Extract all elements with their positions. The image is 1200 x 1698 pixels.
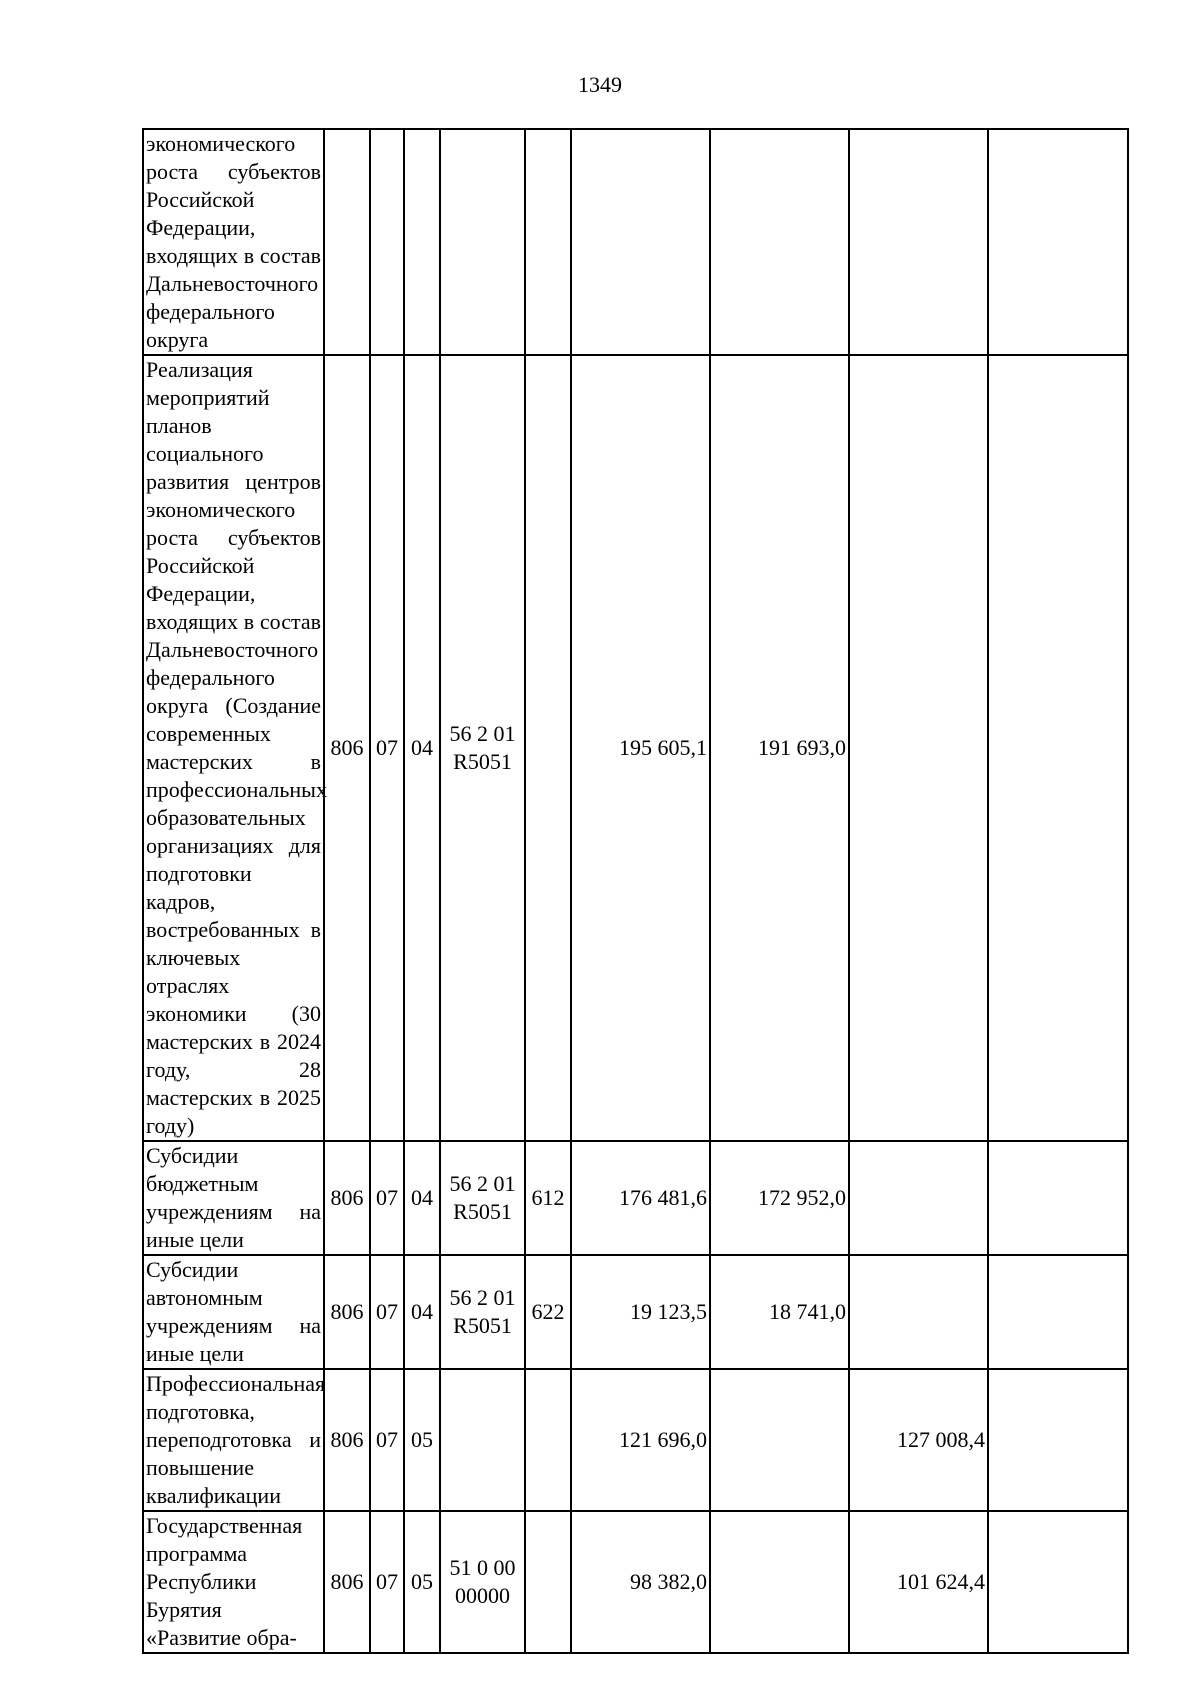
- cell-pr: 05: [404, 1369, 440, 1511]
- cell-sum1: 195 605,1: [571, 355, 710, 1141]
- cell-rz: [370, 129, 404, 355]
- cell-sum3: [849, 129, 988, 355]
- cell-gr: [324, 129, 370, 355]
- row-description: экономического роста субъектов Российской Федерации, входящих в состав Дальневосточного федерального округа: [143, 129, 324, 355]
- cell-program: 56 2 01 R5051: [440, 1255, 525, 1369]
- cell-rz: 07: [370, 1369, 404, 1511]
- cell-sum2: 18 741,0: [710, 1255, 849, 1369]
- cell-gr: 806: [324, 1511, 370, 1653]
- cell-vr: [525, 129, 571, 355]
- cell-sum1: 121 696,0: [571, 1369, 710, 1511]
- cell-sum3: 127 008,4: [849, 1369, 988, 1511]
- cell-vr: [525, 355, 571, 1141]
- cell-pr: [404, 129, 440, 355]
- cell-program: 51 0 00 00000: [440, 1511, 525, 1653]
- row-description: Профессиональная подготовка, переподготовка и повышение квалификации: [143, 1369, 324, 1511]
- cell-rz: 07: [370, 1255, 404, 1369]
- cell-sum4: [988, 355, 1128, 1141]
- row-description: Субсидии бюджетным учреждениям на иные цели: [143, 1141, 324, 1255]
- row-description: Государственная программа Республики Бурятия «Развитие обра-: [143, 1511, 324, 1653]
- cell-program: [440, 1369, 525, 1511]
- cell-rz: 07: [370, 1511, 404, 1653]
- cell-sum4: [988, 129, 1128, 355]
- cell-program: 56 2 01 R5051: [440, 1141, 525, 1255]
- cell-sum1: 176 481,6: [571, 1141, 710, 1255]
- cell-pr: 04: [404, 1141, 440, 1255]
- table-row: [143, 1141, 1128, 1255]
- cell-sum1: 98 382,0: [571, 1511, 710, 1653]
- cell-program: [440, 129, 525, 355]
- cell-sum4: [988, 1255, 1128, 1369]
- cell-sum1: [571, 129, 710, 355]
- cell-sum3: [849, 1255, 988, 1369]
- cell-sum2: [710, 1511, 849, 1653]
- cell-pr: 05: [404, 1511, 440, 1653]
- table-row: [143, 1255, 1128, 1369]
- cell-gr: 806: [324, 355, 370, 1141]
- cell-vr: [525, 1369, 571, 1511]
- cell-sum2: 191 693,0: [710, 355, 849, 1141]
- table-row: [143, 355, 1128, 1141]
- cell-sum3: [849, 355, 988, 1141]
- cell-sum1: 19 123,5: [571, 1255, 710, 1369]
- page-number: 1349: [578, 72, 622, 97]
- cell-pr: 04: [404, 1255, 440, 1369]
- table-row: [143, 1369, 1128, 1511]
- cell-sum4: [988, 1369, 1128, 1511]
- cell-gr: 806: [324, 1255, 370, 1369]
- cell-sum2: [710, 129, 849, 355]
- cell-sum4: [988, 1511, 1128, 1653]
- cell-sum2: [710, 1369, 849, 1511]
- cell-gr: 806: [324, 1141, 370, 1255]
- row-description: Субсидии автономным учреждениям на иные цели: [143, 1255, 324, 1369]
- table-row: [143, 1511, 1128, 1653]
- cell-sum3: 101 624,4: [849, 1511, 988, 1653]
- cell-sum2: 172 952,0: [710, 1141, 849, 1255]
- cell-rz: 07: [370, 355, 404, 1141]
- cell-vr: 622: [525, 1255, 571, 1369]
- table-row: [143, 129, 1128, 355]
- cell-program: 56 2 01 R5051: [440, 355, 525, 1141]
- cell-pr: 04: [404, 355, 440, 1141]
- cell-sum3: [849, 1141, 988, 1255]
- cell-gr: 806: [324, 1369, 370, 1511]
- cell-rz: 07: [370, 1141, 404, 1255]
- cell-sum4: [988, 1141, 1128, 1255]
- cell-vr: 612: [525, 1141, 571, 1255]
- cell-vr: [525, 1511, 571, 1653]
- row-description: Реализация мероприятий планов социального развития центров экономического роста субъектов Российской Федерации, входящих в состав Дальневосточного федерального округа (Создание современных мастерских в профессиональных образовательных организациях для подготовки кадров, востребованных в ключевых отраслях экономики (30 мастерских в 2024 году, 28 мастерских в 2025 году): [143, 355, 324, 1141]
- budget-table: [142, 128, 1129, 1654]
